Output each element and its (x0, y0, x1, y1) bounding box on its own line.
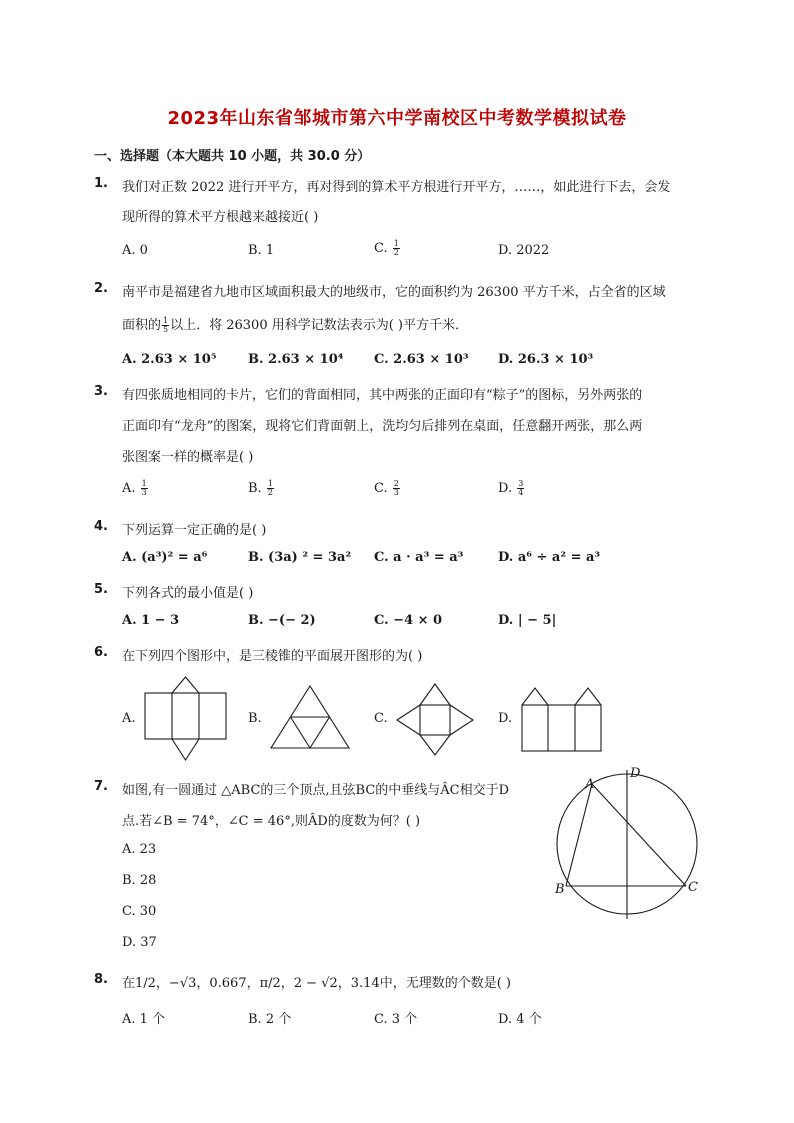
option-label: A. (122, 481, 140, 496)
net-figure-b (271, 686, 349, 748)
question-number: 3. (94, 384, 108, 399)
option-b[interactable]: B. 28 (122, 873, 157, 888)
option-d[interactable]: D. 2022 (498, 243, 550, 258)
point-label-c: C (688, 880, 698, 895)
question-number: 7. (94, 779, 108, 794)
question-number: 6. (94, 645, 108, 660)
point-label-d: D (630, 766, 641, 781)
point-label-a: A (585, 777, 595, 792)
option-d[interactable]: D. 26.3 × 10³ (498, 352, 594, 367)
option-b[interactable]: B. (3a) ² = 3a² (248, 550, 352, 565)
question-text: 有四张质地相同的卡片，它们的背面相同，其中两张的正面印有“粽子”的图标，另外两张的 (122, 388, 643, 403)
question-text: 在1/2，−√3，0.667，π/2，2 − √2，3.14中，无理数的个数是( ) (122, 976, 511, 991)
question-number: 2. (94, 281, 108, 296)
option-a[interactable]: A. 1 − 3 (122, 613, 180, 628)
option-a[interactable]: A. (a³)² = a⁶ (122, 550, 208, 565)
net-figure-a (145, 677, 226, 760)
question-number: 1. (94, 176, 108, 191)
fraction-denominator: 4 (518, 488, 524, 497)
option-c[interactable]: C. 3 个 (374, 1012, 418, 1027)
fraction-denominator: 3 (393, 488, 399, 497)
net-figure-d (522, 688, 601, 751)
point-label-b: B (555, 882, 565, 897)
question-text: 点.若∠B = 74°，∠C = 46°,则ÂD的度数为何？( ) (122, 814, 421, 829)
section-heading: 一、选择题（本大题共 10 小题，共 30.0 分） (94, 149, 371, 164)
exam-title: 2023年山东省邹城市第六中学南校区中考数学模拟试卷 (167, 108, 627, 129)
net-figure-c (397, 684, 473, 755)
option-b[interactable]: B. −(− 2) (248, 613, 316, 628)
option-label: C. (374, 481, 392, 496)
question-text: 正面印有“龙舟”的图案，现将它们背面朝上，洗均匀后排列在桌面，任意翻开两张，那么两 (122, 419, 643, 434)
option-c[interactable]: C. −4 × 0 (374, 613, 443, 628)
option-c[interactable]: C. a · a³ = a³ (374, 550, 464, 565)
question-text: 南平市是福建省九地市区域面积最大的地级市，它的面积约为 26300 平方千米，占全省的区域 (122, 285, 666, 300)
circle-figure (557, 770, 697, 919)
fraction-numerator: 1 (267, 479, 273, 488)
option-a[interactable]: A. (122, 711, 136, 726)
question-text: 现所得的算术平方根越来越接近( ) (122, 210, 319, 225)
fraction-denominator: 5 (163, 325, 169, 334)
text-span: 以上．将 26300 用科学记数法表示为( )平方千米． (170, 318, 469, 333)
question-text: 张图案一样的概率是( ) (122, 450, 254, 465)
text-span: 面积的 (122, 318, 162, 333)
question-number: 8. (94, 972, 108, 987)
fraction-numerator: 2 (393, 479, 399, 488)
question-text: 下列各式的最小值是( ) (122, 586, 254, 601)
fraction-numerator: 1 (163, 316, 169, 325)
question-text: 如图,有一圆通过 △ABC的三个顶点,且弦BC的中垂线与ÂC相交于D (122, 783, 510, 798)
option-a[interactable]: A. 2.63 × 10⁵ (122, 352, 217, 367)
option-b[interactable]: B. 2.63 × 10⁴ (248, 352, 344, 367)
question-text: 在下列四个图形中，是三棱锥的平面展开图形的为( ) (122, 649, 423, 664)
option-d[interactable]: D. 37 (122, 935, 157, 950)
option-label: B. (248, 481, 266, 496)
fraction-numerator: 1 (393, 239, 399, 248)
question-text: 下列运算一定正确的是( ) (122, 523, 267, 538)
question-text: 我们对正数 2022 进行开平方，再对得到的算术平方根进行开平方，……，如此进行下去，会发 (122, 180, 671, 195)
option-d[interactable]: D. a⁶ ÷ a² = a³ (498, 550, 601, 565)
option-a[interactable]: A. 1 个 (122, 1012, 166, 1027)
option-d[interactable]: D. (498, 711, 513, 726)
option-a[interactable]: A. 0 (122, 243, 148, 258)
fraction-numerator: 3 (518, 479, 524, 488)
fraction-denominator: 3 (141, 488, 147, 497)
option-c[interactable]: C. 30 (122, 904, 157, 919)
option-a[interactable]: A. 23 (122, 842, 157, 857)
option-b[interactable]: B. 1 (248, 243, 275, 258)
fraction-denominator: 2 (267, 488, 273, 497)
question-number: 5. (94, 582, 108, 597)
fraction-numerator: 1 (141, 479, 147, 488)
option-b[interactable]: B. (248, 711, 262, 726)
option-label: C. (374, 241, 392, 256)
option-c[interactable]: C. 2.63 × 10³ (374, 352, 469, 367)
option-b[interactable]: B. 2 个 (248, 1012, 292, 1027)
option-label: D. (498, 481, 517, 496)
option-c[interactable]: C. (374, 711, 388, 726)
option-d[interactable]: D. 4 个 (498, 1012, 542, 1027)
question-number: 4. (94, 519, 108, 534)
fraction-denominator: 2 (393, 248, 399, 257)
option-d[interactable]: D. | − 5| (498, 613, 557, 628)
